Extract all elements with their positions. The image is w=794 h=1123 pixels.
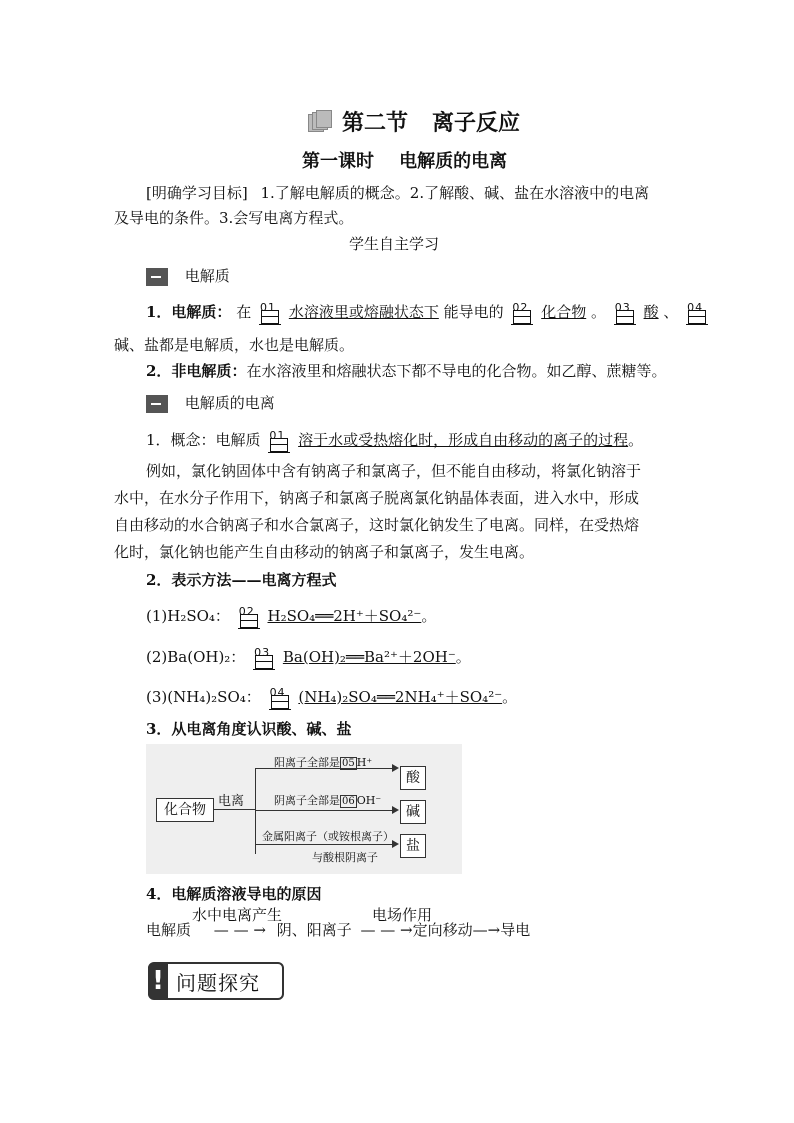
section-arrow-icon (146, 268, 168, 286)
item-label: 1．电解质： (146, 303, 232, 321)
section1-heading: 电解质 (184, 267, 230, 285)
answer-text: 酸 (643, 303, 659, 321)
diagram-leaf-acid: 酸 (400, 766, 426, 790)
text: 在水溶液里和熔融状态下都不导电的化合物。如乙醇、蔗糖等。 (246, 362, 667, 380)
acid-base-salt-heading: 3．从电离角度认识酸、碱、盐 (146, 720, 352, 738)
objectives-text-1: 1.了解电解质的概念。2.了解酸、碱、盐在水溶液中的电离 (260, 184, 650, 202)
electrolyte-continuation: 碱、盐都是电解质，水也是电解质。 (114, 336, 355, 354)
text: 。 (421, 607, 437, 625)
flow-condition-2: 电场作用 (372, 906, 433, 924)
study-heading: 学生自主学习 (349, 235, 440, 253)
nonelectrolyte-definition (146, 361, 666, 381)
answer-blank: 02 (511, 300, 533, 326)
chapter-number: 第二节 (342, 110, 409, 136)
section-arrow-icon (146, 395, 168, 413)
answer-blank: 02 (238, 604, 260, 630)
flow-arrow: —→ (472, 921, 501, 939)
answer-text: 化合物 (541, 303, 587, 321)
objectives-line-1 (146, 183, 649, 203)
section-heading-ionization (146, 393, 275, 413)
text: 。 (628, 431, 644, 449)
text: 在 (236, 303, 252, 321)
chapter-name: 离子反应 (432, 110, 521, 136)
equation-label: (2)Ba(OH)₂： (146, 648, 246, 666)
diagram-leaf-base: 碱 (400, 800, 426, 824)
question-explore-banner (148, 962, 284, 1000)
classification-diagram (146, 744, 462, 874)
diagram-edge-label: 电离 (218, 794, 245, 809)
electrolyte-definition (146, 300, 711, 326)
flow-start: 电解质 (146, 921, 192, 939)
equation-text: H₂SO₄══2H⁺＋SO₄²⁻ (267, 607, 422, 625)
answer-text: 溶于水或受热熔化时，形成自由移动的离子的过程 (298, 431, 629, 449)
text: 。 (455, 648, 471, 666)
item-label: 2．非电解质： (146, 362, 247, 380)
equation-text: (NH₄)₂SO₄══2NH₄⁺＋SO₄²⁻ (298, 688, 503, 706)
answer-blank: 03 (614, 300, 636, 326)
answer-blank: 04 (686, 300, 708, 326)
text: 。 (502, 688, 518, 706)
flow-step: 定向移动 (412, 921, 473, 939)
diagram-branch-salt-a: 金属阳离子（或铵根离子） (262, 830, 394, 843)
equation-1 (146, 604, 436, 630)
flow-end: 导电 (500, 921, 531, 939)
answer-blank: 04 (269, 685, 291, 711)
section-heading-electrolyte (146, 266, 230, 286)
equation-label: (3)(NH₄)₂SO₄： (146, 688, 261, 706)
text: 、 (663, 303, 679, 321)
paragraph-line: 自由移动的水合钠离子和水合氯离子，这时氯化钠发生了电离。同样，在受热熔 (114, 516, 640, 534)
objectives-label: [明确学习目标] (146, 184, 248, 202)
lesson-title: 第一课时 电解质的电离 (302, 151, 508, 172)
objectives-text-2: 及导电的条件。3.会写电离方程式。 (114, 209, 354, 227)
answer-blank: 01 (268, 428, 290, 454)
question-label: 问题探究 (176, 970, 260, 995)
ionization-concept (146, 428, 643, 454)
equation-text: Ba(OH)₂══Ba²⁺＋2OH⁻ (282, 648, 456, 666)
section2-heading: 电解质的电离 (184, 394, 275, 412)
diagram-leaf-salt: 盐 (400, 834, 426, 858)
equation-3 (146, 685, 517, 711)
diagram-branch-acid: 阳离子全部是 05 H⁺ (274, 756, 373, 769)
representation-heading: 2．表示方法——电离方程式 (146, 571, 337, 589)
item-label: 1．概念：电解质 (146, 431, 261, 449)
exclamation-icon: ! (148, 964, 168, 998)
paragraph-line: 水中，在水分子作用下，钠离子和氯离子脱离氯化钠晶体表面，进入水中，形成 (114, 489, 640, 507)
answer-blank: 03 (253, 645, 275, 671)
conduction-heading: 4．电解质溶液导电的原因 (146, 885, 322, 903)
answer-text: 水溶液里或熔融状态下 (288, 303, 439, 321)
diagram-branch-salt-b: 与酸根阴离子 (312, 851, 378, 864)
paragraph-line: 例如，氯化钠固体中含有钠离子和氯离子，但不能自由移动，将氯化钠溶于 (146, 462, 642, 480)
flow-mid: 阴、阳离子 (276, 921, 352, 939)
text: 。 (590, 303, 606, 321)
flow-arrow: — — → (360, 921, 413, 939)
chapter-title (308, 106, 520, 137)
diagram-root-compound: 化合物 (156, 798, 214, 822)
book-icon (308, 112, 330, 132)
answer-blank: 01 (259, 300, 281, 326)
paragraph-line: 化时，氯化钠也能产生自由移动的钠离子和氯离子，发生电离。 (114, 543, 535, 561)
conduction-flow (146, 920, 530, 940)
flow-arrow: — — → (213, 921, 266, 939)
text: 能导电的 (443, 303, 504, 321)
equation-2 (146, 645, 471, 671)
equation-label: (1)H₂SO₄： (146, 607, 230, 625)
flow-condition-1: 水中电离产生 (192, 906, 283, 924)
diagram-branch-base: 阴离子全部是 06 OH⁻ (274, 794, 382, 807)
